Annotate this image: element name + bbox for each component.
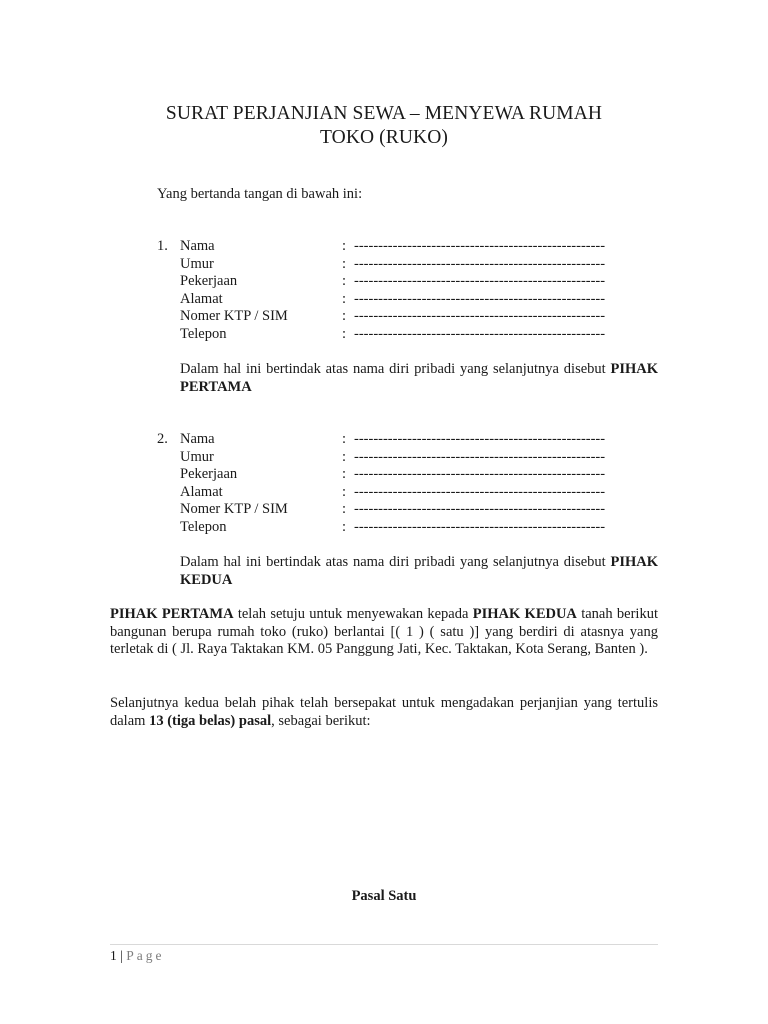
field-colon: : — [342, 431, 347, 447]
page-label: Page — [126, 948, 165, 963]
field-colon: : — [342, 518, 347, 535]
party-1-desc-text: Dalam hal ini bertindak atas nama diri pribadi yang selanjutnya disebut — [180, 361, 611, 377]
field-blank: ---------------------------------------------------- — [354, 290, 606, 307]
field-row — [180, 238, 605, 256]
field-label: Alamat — [180, 483, 223, 500]
field-row — [180, 484, 605, 502]
title-line-1: SURAT PERJANJIAN SEWA – MENYEWA RUMAH — [165, 103, 603, 124]
page-number: 1 — [110, 948, 117, 963]
field-row — [180, 519, 605, 537]
field-blank: ---------------------------------------------------- — [354, 255, 606, 272]
party-2-fields — [180, 431, 605, 536]
para1-text-2: tanah berikut bangunan berupa rumah toko (ruko) berlantai [( 1 ) ( satu )] yang berdiri di atasnya yang terletak di ( Jl. Raya Taktakan KM. 05 Panggung Jati, Kec. Taktakan, Kota Serang, Banten ). — [110, 606, 658, 657]
field-blank: ---------------------------------------------------- — [354, 431, 606, 447]
party-2-number: 2. — [157, 431, 168, 447]
party-1-role: PIHAK PERTAMA — [180, 361, 658, 395]
field-blank: ---------------------------------------------------- — [354, 448, 606, 465]
field-blank: ---------------------------------------------------- — [354, 501, 606, 517]
footer-separator: | — [120, 948, 123, 963]
field-row — [180, 273, 605, 291]
field-blank: ---------------------------------------------------- — [354, 518, 606, 535]
party-1-number: 1. — [157, 238, 168, 254]
field-label: Nama — [180, 431, 215, 447]
field-colon: : — [342, 255, 347, 272]
field-row — [180, 466, 605, 484]
pasal-heading: Pasal Satu — [351, 888, 417, 904]
field-blank: ---------------------------------------------------- — [354, 325, 606, 342]
field-label: Alamat — [180, 290, 223, 307]
party-2-role: PIHAK KEDUA — [180, 554, 658, 588]
field-row — [180, 431, 605, 449]
para1-text-1: telah setuju untuk menyewakan kepada — [233, 606, 473, 622]
field-row — [180, 326, 605, 344]
document-title — [110, 102, 658, 150]
field-row — [180, 256, 605, 274]
field-label: Telepon — [180, 325, 227, 342]
page-footer — [110, 948, 164, 964]
field-colon: : — [342, 448, 347, 465]
field-row — [180, 449, 605, 467]
field-label: Nomer KTP / SIM — [180, 501, 288, 517]
field-colon: : — [342, 273, 347, 289]
field-row — [180, 291, 605, 309]
field-label: Pekerjaan — [180, 466, 238, 482]
field-colon: : — [342, 290, 347, 307]
title-line-2: TOKO (RUKO) — [319, 127, 449, 148]
field-colon: : — [342, 308, 347, 324]
para2-text-2: , sebagai berikut: — [271, 712, 371, 729]
field-label: Pekerjaan — [180, 273, 238, 289]
field-blank: ---------------------------------------------------- — [354, 238, 606, 254]
field-blank: ---------------------------------------------------- — [354, 466, 606, 482]
party-1-description — [180, 360, 658, 396]
field-blank: ---------------------------------------------------- — [354, 483, 606, 500]
party-1-fields — [180, 238, 605, 343]
intro-text: Yang bertanda tangan di bawah ini: — [157, 186, 363, 202]
field-colon: : — [342, 483, 347, 500]
para1-bold-2: PIHAK KEDUA — [472, 606, 577, 622]
field-row — [180, 501, 605, 519]
field-label: Umur — [180, 255, 214, 272]
para1-bold-1: PIHAK PERTAMA — [110, 606, 234, 622]
agreement-paragraph — [110, 606, 658, 659]
field-blank: ---------------------------------------------------- — [354, 308, 606, 324]
field-label: Telepon — [180, 518, 227, 535]
party-2-desc-text: Dalam hal ini bertindak atas nama diri pribadi yang selanjutnya disebut — [180, 554, 611, 570]
field-blank: ---------------------------------------------------- — [354, 273, 606, 289]
field-colon: : — [342, 501, 347, 517]
para2-text-1: Selanjutnya kedua belah pihak telah bersepakat untuk mengadakan perjanjian yang tertulis dalam — [110, 695, 658, 729]
para2-bold-1: 13 (tiga belas) pasal — [149, 712, 272, 729]
party-2-description — [180, 553, 658, 589]
field-colon: : — [342, 466, 347, 482]
field-colon: : — [342, 238, 347, 254]
field-row — [180, 308, 605, 326]
footer-divider — [110, 944, 658, 945]
field-label: Nomer KTP / SIM — [180, 308, 288, 324]
field-colon: : — [342, 325, 347, 342]
field-label: Nama — [180, 238, 215, 254]
articles-paragraph — [110, 695, 658, 730]
field-label: Umur — [180, 448, 214, 465]
